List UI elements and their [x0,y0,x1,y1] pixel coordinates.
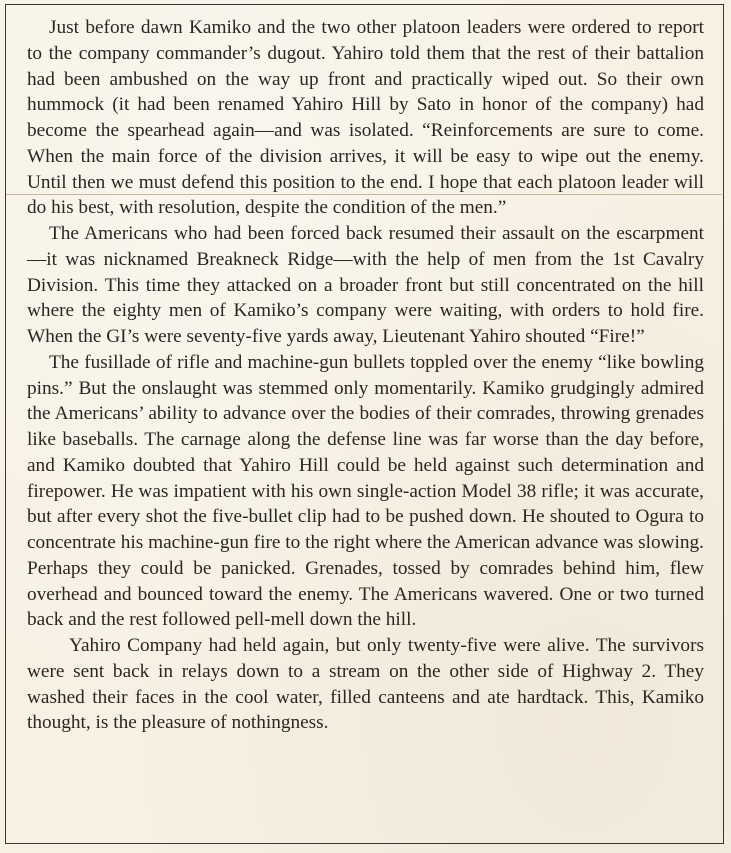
paragraph-1: Just before dawn Kamiko and the two other platoon leaders were ordered to report to the company commander’s dugout. Yahiro told them that the rest of their battalion had been ambushed on the way up front and practically wiped out. So their own hummock (it had been renamed Yahiro Hill by Sato in honor of the company) had become the spearhead again—and was isolated. “Reinforcements are sure to come. When the main force of the division arrives, it will be easy to wipe out the enemy. Until then we must defend this position to the end. I hope that each platoon leader will do his best, with resolution, despite the condition of the men.” [27,17,704,219]
paragraph-3: The fusillade of rifle and machine-gun bullets toppled over the enemy “like bowling pins.” But the onslaught was stemmed only momentarily. Kamiko grudgingly admired the Americans’ ability to advance over the bodies of their comrades, throwing grenades like baseballs. The carnage along the defense line was far worse than the day before, and Kamiko doubted that Yahiro Hill could be held against such determination and firepower. He was impatient with his own single-action Model 38 rifle; it was accurate, but after every shot the five-bullet clip had to be pushed down. He shouted to Ogura to concentrate his machine-gun fire to the right where the American advance was slowing. Perhaps they could be panicked. Grenades, tossed by comrades behind him, flew overhead and bounced toward the enemy. The Americans wavered. One or two turned back and the rest followed pell-mell down the hill. [27,351,704,631]
paragraph-2: The Americans who had been forced back resumed their assault on the escarpment—it was nicknamed Breakneck Ridge—with the help of men from the 1st Cavalry Division. This time they attacked on a broader front but still concentrated on the hill where the eighty men of Kamiko’s company were waiting, with orders to hold fire. When the GI’s were seventy-five yards away, Lieutenant Yahiro shouted “Fire!” [27,223,704,347]
paragraph-4: Yahiro Company had held again, but only twenty-five were alive. The survivors were sent back in relays down to a stream on the other side of Highway 2. They washed their faces in the cool water, filled canteens and ate hardtack. This, Kamiko thought, is the pleasure of nothingness. [27,635,704,734]
article-body [27,15,704,736]
